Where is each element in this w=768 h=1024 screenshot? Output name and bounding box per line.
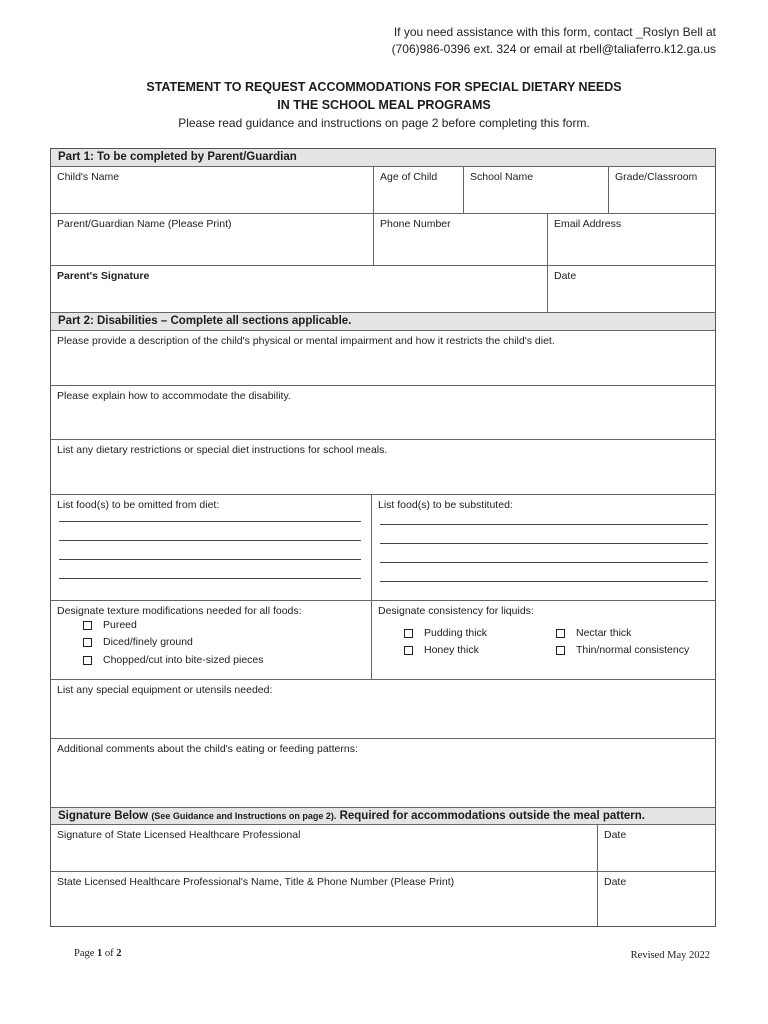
accommodate-disability-field[interactable] bbox=[51, 386, 715, 440]
foods-substituted-line-3 bbox=[380, 562, 708, 563]
page-number bbox=[74, 948, 122, 959]
foods-omitted-label: List food(s) to be omitted from diet: bbox=[57, 499, 220, 511]
healthcare-name-label: State Licensed Healthcare Professional's Name, Title & Phone Number (Please Print) bbox=[57, 876, 455, 888]
additional-comments-field[interactable] bbox=[51, 739, 715, 808]
texture-option-chopped[interactable] bbox=[83, 654, 264, 666]
part2-header: Part 2: Disabilities – Complete all sections applicable. bbox=[51, 313, 715, 331]
part1-header: Part 1: To be completed by Parent/Guardian bbox=[51, 149, 715, 167]
school-name-label: School Name bbox=[470, 171, 534, 183]
page-current: 1 bbox=[97, 948, 103, 959]
page-total: 2 bbox=[116, 948, 122, 959]
texture-modifications-label: Designate texture modifications needed for all foods: bbox=[57, 605, 302, 617]
signature-header-hint: (See Guidance and Instructions on page 2). bbox=[151, 811, 337, 821]
special-equipment-field[interactable] bbox=[51, 680, 715, 739]
checkbox-pureed[interactable] bbox=[83, 621, 92, 630]
revised-date: Revised May 2022 bbox=[630, 950, 710, 961]
age-of-child-label: Age of Child bbox=[380, 171, 438, 183]
checkbox-honey-thick[interactable] bbox=[404, 646, 413, 655]
foods-substituted-line-4 bbox=[380, 581, 708, 582]
child-info-row bbox=[51, 167, 715, 214]
impairment-description-field[interactable] bbox=[51, 331, 715, 386]
healthcare-name-row bbox=[51, 872, 715, 926]
texture-option-diced-label: Diced/finely ground bbox=[103, 636, 193, 648]
parent-info-row bbox=[51, 214, 715, 266]
healthcare-date-field-2[interactable] bbox=[597, 872, 715, 926]
texture-option-pureed[interactable] bbox=[83, 619, 137, 631]
age-of-child-field[interactable] bbox=[373, 167, 463, 213]
page-prefix: Page bbox=[74, 948, 95, 959]
parent-name-field[interactable] bbox=[51, 214, 373, 265]
healthcare-date-label-2: Date bbox=[604, 876, 627, 888]
form-subtitle: Please read guidance and instructions on page 2 before completing this form. bbox=[178, 116, 590, 130]
contact-line-1: If you need assistance with this form, contact _Roslyn Bell at bbox=[393, 25, 716, 39]
healthcare-signature-label: Signature of State Licensed Healthcare Professional bbox=[57, 829, 301, 841]
consistency-option-pudding[interactable] bbox=[404, 627, 487, 639]
foods-substituted-line-2 bbox=[380, 543, 708, 544]
parent-name-label: Parent/Guardian Name (Please Print) bbox=[57, 218, 232, 230]
additional-comments-label: Additional comments about the child's eating or feeding patterns: bbox=[57, 743, 358, 755]
foods-omitted-field[interactable] bbox=[51, 495, 371, 600]
contact-line-2: (706)986-0396 ext. 324 or email at rbell@taliaferro.k12.ga.us bbox=[391, 42, 716, 56]
special-equipment-label: List any special equipment or utensils needed: bbox=[57, 684, 273, 696]
contact-info bbox=[392, 24, 716, 58]
checkbox-diced[interactable] bbox=[83, 638, 92, 647]
parent-signature-field[interactable] bbox=[51, 266, 547, 312]
phone-number-label: Phone Number bbox=[380, 218, 451, 230]
foods-row bbox=[51, 495, 715, 601]
foods-omitted-line-4 bbox=[59, 578, 361, 579]
parent-signature-row bbox=[51, 266, 715, 313]
consistency-option-pudding-label: Pudding thick bbox=[424, 627, 488, 639]
impairment-description-label: Please provide a description of the child's physical or mental impairment and how it restricts the child's diet. bbox=[57, 335, 555, 347]
form-title-line-1: STATEMENT TO REQUEST ACCOMMODATIONS FOR SPECIAL DIETARY NEEDS bbox=[146, 80, 622, 94]
accommodate-disability-label: Please explain how to accommodate the disability. bbox=[57, 390, 291, 402]
signature-header bbox=[51, 808, 715, 825]
form-title-line-2: IN THE SCHOOL MEAL PROGRAMS bbox=[277, 98, 491, 112]
grade-classroom-label: Grade/Classroom bbox=[615, 171, 698, 183]
modifications-row bbox=[51, 601, 715, 680]
foods-substituted-field[interactable] bbox=[371, 495, 715, 600]
consistency-option-nectar-label: Nectar thick bbox=[576, 627, 632, 639]
texture-option-diced[interactable] bbox=[83, 636, 193, 648]
email-address-field[interactable] bbox=[547, 214, 715, 265]
checkbox-nectar-thick[interactable] bbox=[556, 629, 565, 638]
school-name-field[interactable] bbox=[463, 167, 608, 213]
consistency-option-honey-label: Honey thick bbox=[424, 644, 479, 656]
checkbox-pudding-thick[interactable] bbox=[404, 629, 413, 638]
email-address-label: Email Address bbox=[554, 218, 622, 230]
texture-modifications-section bbox=[51, 601, 371, 679]
foods-omitted-line-1 bbox=[59, 521, 361, 522]
healthcare-signature-field[interactable] bbox=[51, 825, 597, 871]
phone-number-field[interactable] bbox=[373, 214, 547, 265]
checkbox-chopped[interactable] bbox=[83, 656, 92, 665]
childs-name-field[interactable] bbox=[51, 167, 373, 213]
foods-substituted-line-1 bbox=[380, 524, 708, 525]
foods-omitted-line-2 bbox=[59, 540, 361, 541]
healthcare-date-field-1[interactable] bbox=[597, 825, 715, 871]
healthcare-date-label-1: Date bbox=[604, 829, 627, 841]
texture-option-chopped-label: Chopped/cut into bite-sized pieces bbox=[103, 654, 264, 666]
signature-header-required: Required for accommodations outside the meal pattern. bbox=[339, 810, 646, 822]
healthcare-name-field[interactable] bbox=[51, 872, 597, 926]
liquid-consistency-label: Designate consistency for liquids: bbox=[378, 605, 534, 617]
request-form bbox=[50, 148, 716, 927]
checkbox-thin-normal[interactable] bbox=[556, 646, 565, 655]
signature-header-main: Signature Below bbox=[58, 810, 149, 822]
grade-classroom-field[interactable] bbox=[608, 167, 715, 213]
parent-signature-label: Parent's Signature bbox=[57, 270, 150, 282]
consistency-option-honey[interactable] bbox=[404, 644, 479, 656]
texture-option-pureed-label: Pureed bbox=[103, 619, 137, 631]
consistency-option-thin[interactable] bbox=[556, 644, 689, 656]
parent-date-field[interactable] bbox=[547, 266, 715, 312]
parent-date-label: Date bbox=[554, 270, 577, 282]
foods-omitted-line-3 bbox=[59, 559, 361, 560]
liquid-consistency-section bbox=[371, 601, 715, 679]
consistency-option-thin-label: Thin/normal consistency bbox=[576, 644, 690, 656]
childs-name-label: Child's Name bbox=[57, 171, 120, 183]
page-of: of bbox=[104, 948, 114, 959]
consistency-option-nectar[interactable] bbox=[556, 627, 631, 639]
dietary-restrictions-field[interactable] bbox=[51, 440, 715, 495]
healthcare-signature-row bbox=[51, 825, 715, 872]
foods-substituted-label: List food(s) to be substituted: bbox=[378, 499, 513, 511]
dietary-restrictions-label: List any dietary restrictions or special diet instructions for school meals. bbox=[57, 444, 388, 456]
